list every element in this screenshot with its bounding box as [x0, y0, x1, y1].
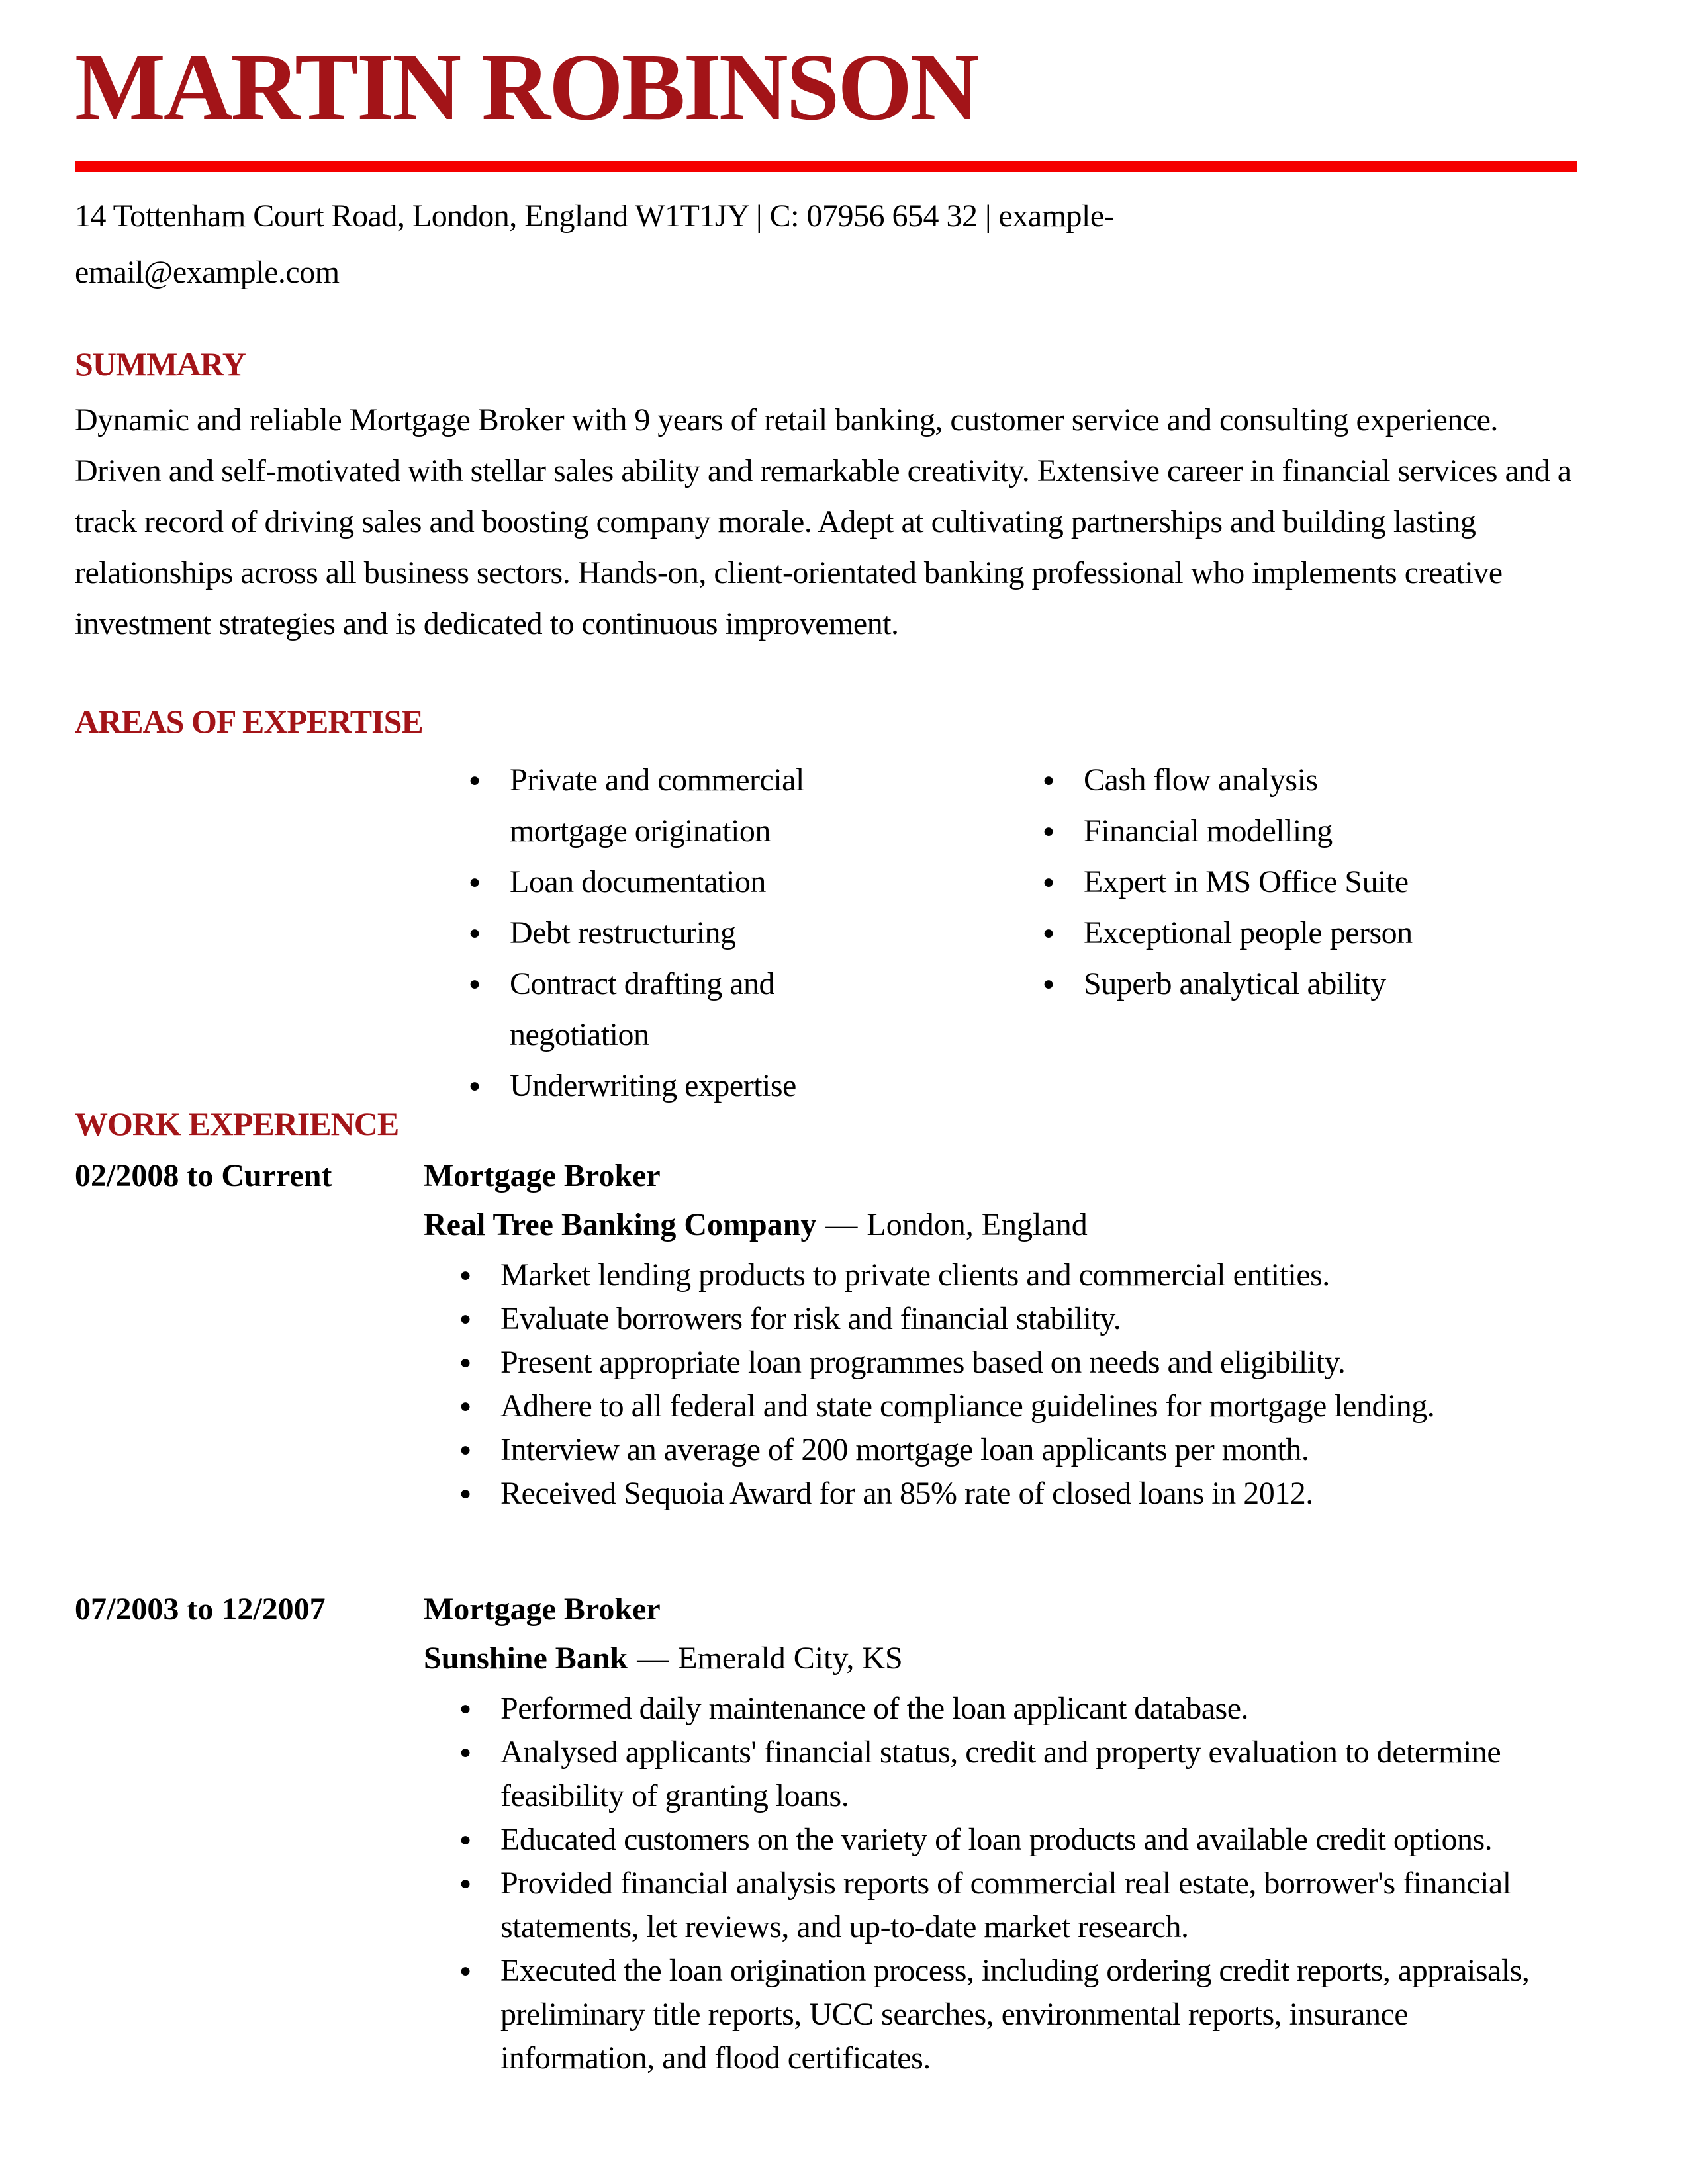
bullet-icon: ● — [469, 973, 481, 995]
skill-label: Private and commercial mortgage origination — [510, 762, 804, 848]
list-item — [424, 1341, 1536, 1385]
list-item — [424, 1297, 1536, 1341]
job-title: Mortgage Broker — [424, 1158, 661, 1193]
bullet-icon: ● — [459, 1960, 471, 1981]
experience-heading: WORK EXPERIENCE — [75, 1105, 399, 1142]
bullet-icon: ● — [459, 1351, 471, 1373]
header-section — [75, 0, 1577, 300]
company-location-separator: — — [825, 1207, 858, 1242]
expertise-column-2 — [1043, 754, 1585, 1111]
skill-label: Cash flow analysis — [1084, 762, 1318, 797]
bullet-icon: ● — [469, 769, 481, 791]
skill-label: Debt restructuring — [510, 915, 736, 950]
list-item — [469, 754, 896, 856]
expertise-heading: AREAS OF EXPERTISE — [75, 703, 423, 740]
bullet-icon: ● — [469, 1075, 481, 1097]
list-item — [424, 1687, 1536, 1731]
job-title: Mortgage Broker — [424, 1592, 661, 1627]
bullet-icon: ● — [1043, 922, 1055, 944]
skill-label: Contract drafting and negotiation — [510, 966, 775, 1052]
job-entry-2 — [75, 1585, 1577, 2080]
job-content — [424, 1152, 1536, 1516]
skill-label: Financial modelling — [1084, 813, 1333, 848]
red-divider-rule — [75, 161, 1577, 172]
list-item — [1043, 907, 1585, 958]
summary-section — [75, 344, 1577, 649]
skill-label: Expert in MS Office Suite — [1084, 864, 1409, 899]
list-item — [1043, 958, 1585, 1009]
summary-heading: SUMMARY — [75, 345, 246, 383]
job-dates: 02/2008 to Current — [75, 1158, 332, 1193]
job-bullet-text: Adhere to all federal and state compliance guidelines for mortgage lending. — [500, 1388, 1435, 1424]
bullet-icon: ● — [459, 1829, 471, 1850]
job-bullet-text: Executed the loan origination process, including ordering credit reports, appraisals, preliminary title reports, UCC searches, environmental reports, insurance information, and flood certificates. — [500, 1953, 1530, 2075]
contact-info — [75, 188, 1577, 300]
skill-label: Superb analytical ability — [1084, 966, 1386, 1001]
company-location-separator: — — [637, 1641, 669, 1676]
job-bullet-text: Received Sequoia Award for an 85% rate of closed loans in 2012. — [500, 1476, 1313, 1511]
job-entry-1 — [75, 1152, 1577, 1516]
list-item — [424, 1385, 1536, 1428]
job-bullet-list — [424, 1253, 1536, 1516]
bullet-icon: ● — [459, 1698, 471, 1719]
skill-label: Underwriting expertise — [510, 1068, 796, 1103]
job-bullet-text: Present appropriate loan programmes based on needs and eligibility. — [500, 1345, 1346, 1380]
bullet-icon: ● — [469, 922, 481, 944]
contact-line-2: email@example.com — [75, 255, 340, 290]
list-item — [424, 1818, 1536, 1862]
list-item — [424, 1253, 1536, 1297]
skill-label: Exceptional people person — [1084, 915, 1413, 950]
experience-section — [75, 1104, 1577, 1144]
job-bullet-text: Educated customers on the variety of loan products and available credit options. — [500, 1822, 1493, 1857]
job-dates: 07/2003 to 12/2007 — [75, 1592, 326, 1627]
bullet-icon: ● — [459, 1264, 471, 1286]
job-bullet-text: Interview an average of 200 mortgage loan applicants per month. — [500, 1432, 1309, 1467]
bullet-icon: ● — [459, 1872, 471, 1894]
expertise-column-1 — [469, 754, 896, 1111]
bullet-icon: ● — [1043, 973, 1055, 995]
bullet-icon: ● — [469, 871, 481, 893]
bullet-icon: ● — [1043, 769, 1055, 791]
job-bullet-text: Market lending products to private clients and commercial entities. — [500, 1257, 1330, 1293]
bullet-icon: ● — [459, 1741, 471, 1763]
list-item — [424, 1472, 1536, 1516]
expertise-columns — [75, 754, 1577, 1111]
bullet-icon: ● — [1043, 871, 1055, 893]
bullet-icon: ● — [459, 1395, 471, 1417]
list-item — [424, 1428, 1536, 1472]
summary-text: Dynamic and reliable Mortgage Broker with 9 years of retail banking, customer service and consulting experience. Driven and self-motivated with stellar sales ability and remarkable creativity. Extensive career in financial services and a track record of driving sales and boosting company morale. Adept at cultivating partnerships and building lasting relationships across all business sectors. Hands-on, client-orientated banking professional who implements creative investment strategies and is dedicated to continuous improvement. — [75, 402, 1571, 641]
list-item — [469, 856, 896, 907]
list-item — [1043, 754, 1585, 805]
contact-line-1: 14 Tottenham Court Road, London, England W1T1JY | C: 07956 654 32 | example- — [75, 199, 1115, 234]
job-company-line — [424, 1201, 1536, 1250]
job-bullet-text: Analysed applicants' financial status, credit and property evaluation to determine feasibility of granting loans. — [500, 1735, 1501, 1813]
company-location: London, England — [867, 1207, 1088, 1242]
job-company-line — [424, 1634, 1536, 1683]
company-name: Real Tree Banking Company — [424, 1207, 817, 1242]
expertise-section — [75, 702, 1577, 1111]
list-item — [424, 1862, 1536, 1949]
bullet-icon: ● — [1043, 820, 1055, 842]
bullet-icon: ● — [459, 1308, 471, 1330]
list-item — [469, 958, 896, 1060]
list-item — [424, 1731, 1536, 1818]
list-item — [1043, 856, 1585, 907]
list-item — [469, 907, 896, 958]
job-bullet-text: Provided financial analysis reports of commercial real estate, borrower's financial statements, let reviews, and up-to-date market research. — [500, 1866, 1511, 1944]
skill-label: Loan documentation — [510, 864, 766, 899]
bullet-icon: ● — [459, 1439, 471, 1461]
job-content — [424, 1585, 1536, 2080]
bullet-icon: ● — [459, 1482, 471, 1504]
job-bullet-text: Performed daily maintenance of the loan applicant database. — [500, 1691, 1249, 1726]
list-item — [424, 1949, 1536, 2080]
job-bullet-list — [424, 1687, 1536, 2080]
company-name: Sunshine Bank — [424, 1641, 628, 1676]
job-bullet-text: Evaluate borrowers for risk and financial stability. — [500, 1301, 1121, 1336]
company-location: Emerald City, KS — [678, 1641, 903, 1676]
person-name: MARTIN ROBINSON — [75, 34, 978, 140]
list-item — [1043, 805, 1585, 856]
